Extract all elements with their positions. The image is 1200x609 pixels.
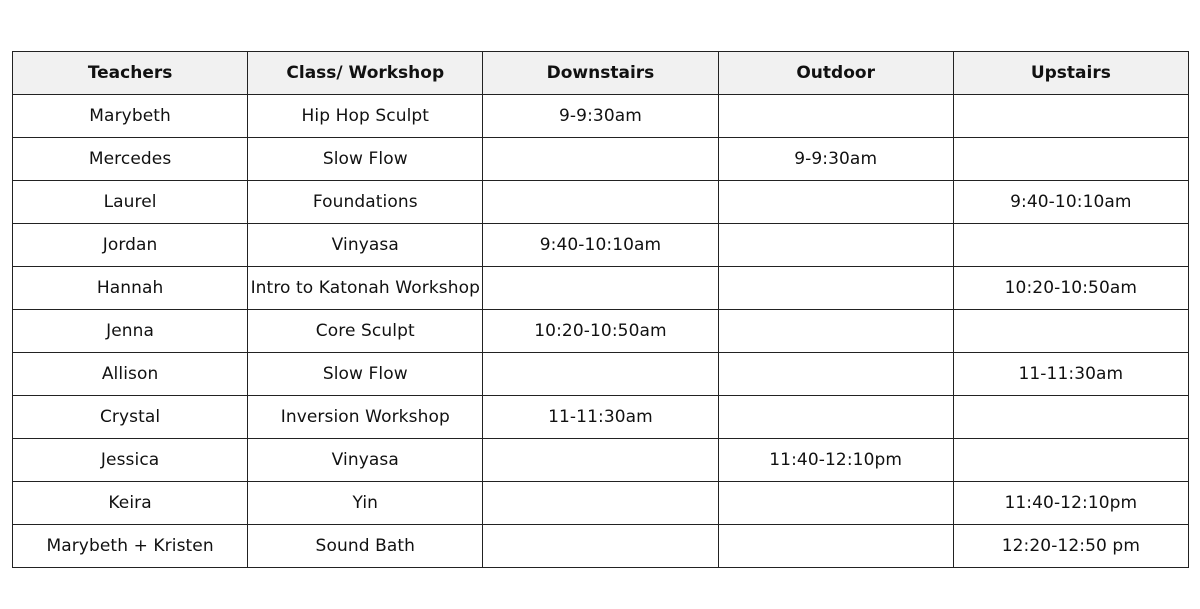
downstairs-cell [483,267,718,310]
class-cell: Sound Bath [248,525,483,568]
downstairs-cell: 9:40-10:10am [483,224,718,267]
header-teachers: Teachers [13,52,248,95]
class-cell: Slow Flow [248,138,483,181]
teacher-cell: Allison [13,353,248,396]
table-row [13,138,1189,181]
table-row [13,224,1189,267]
class-cell: Hip Hop Sculpt [248,95,483,138]
class-cell: Vinyasa [248,439,483,482]
table-row [13,353,1189,396]
upstairs-cell [953,224,1188,267]
outdoor-cell [718,353,953,396]
downstairs-cell: 9-9:30am [483,95,718,138]
downstairs-cell [483,482,718,525]
downstairs-cell [483,353,718,396]
upstairs-cell: 12:20-12:50 pm [953,525,1188,568]
outdoor-cell: 11:40-12:10pm [718,439,953,482]
upstairs-cell [953,95,1188,138]
outdoor-cell [718,95,953,138]
teacher-cell: Jordan [13,224,248,267]
outdoor-cell [718,267,953,310]
header-downstairs: Downstairs [483,52,718,95]
schedule-table [12,51,1189,568]
outdoor-cell [718,224,953,267]
outdoor-cell: 9-9:30am [718,138,953,181]
teacher-cell: Marybeth + Kristen [13,525,248,568]
outdoor-cell [718,310,953,353]
class-cell: Foundations [248,181,483,224]
outdoor-cell [718,525,953,568]
downstairs-cell: 10:20-10:50am [483,310,718,353]
teacher-cell: Crystal [13,396,248,439]
upstairs-cell: 11:40-12:10pm [953,482,1188,525]
teacher-cell: Hannah [13,267,248,310]
upstairs-cell: 10:20-10:50am [953,267,1188,310]
table-row [13,181,1189,224]
header-class: Class/ Workshop [248,52,483,95]
table-row [13,439,1189,482]
downstairs-cell [483,181,718,224]
upstairs-cell [953,439,1188,482]
upstairs-cell [953,138,1188,181]
table-row [13,310,1189,353]
outdoor-cell [718,181,953,224]
header-outdoor: Outdoor [718,52,953,95]
class-cell: Core Sculpt [248,310,483,353]
outdoor-cell [718,396,953,439]
header-upstairs: Upstairs [953,52,1188,95]
class-cell: Vinyasa [248,224,483,267]
header-row [13,52,1189,95]
class-cell: Yin [248,482,483,525]
downstairs-cell: 11-11:30am [483,396,718,439]
teacher-cell: Laurel [13,181,248,224]
downstairs-cell [483,439,718,482]
table-row [13,525,1189,568]
table-row [13,267,1189,310]
outdoor-cell [718,482,953,525]
teacher-cell: Marybeth [13,95,248,138]
table-row [13,95,1189,138]
upstairs-cell: 9:40-10:10am [953,181,1188,224]
table-row [13,396,1189,439]
upstairs-cell [953,310,1188,353]
upstairs-cell: 11-11:30am [953,353,1188,396]
class-cell: Intro to Katonah Workshop [248,267,483,310]
teacher-cell: Keira [13,482,248,525]
teacher-cell: Jenna [13,310,248,353]
teacher-cell: Jessica [13,439,248,482]
class-cell: Inversion Workshop [248,396,483,439]
downstairs-cell [483,525,718,568]
table-row [13,482,1189,525]
class-cell: Slow Flow [248,353,483,396]
downstairs-cell [483,138,718,181]
upstairs-cell [953,396,1188,439]
teacher-cell: Mercedes [13,138,248,181]
